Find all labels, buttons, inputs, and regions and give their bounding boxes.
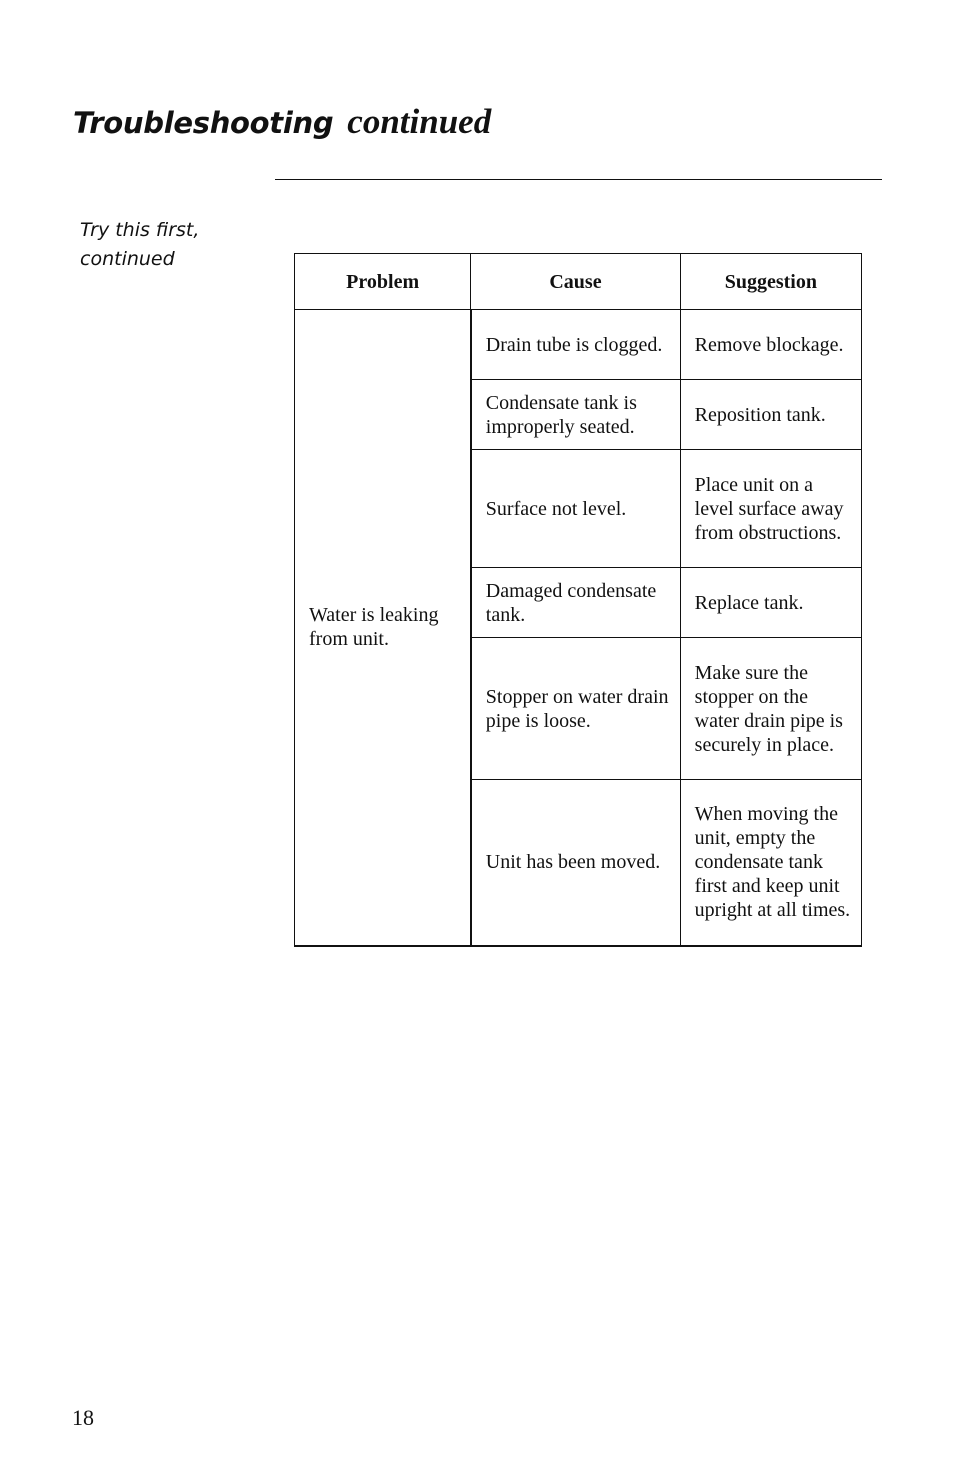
column-header-problem: Problem — [295, 254, 471, 310]
suggestion-cell: When moving the unit, empty the condensate tank first and keep unit upright at all times. — [680, 780, 861, 946]
suggestion-cell: Reposition tank. — [680, 380, 861, 450]
cause-cell: Condensate tank is improperly seated. — [471, 380, 680, 450]
suggestion-cell: Remove blockage. — [680, 310, 861, 380]
column-header-suggestion: Suggestion — [680, 254, 861, 310]
cause-cell: Drain tube is clogged. — [471, 310, 680, 380]
cause-cell: Unit has been moved. — [471, 780, 680, 946]
side-heading: Try this first, continued — [80, 219, 200, 270]
table-header-row — [295, 254, 862, 310]
page-title — [73, 104, 491, 139]
table-row — [295, 310, 862, 380]
cause-cell: Surface not level. — [471, 450, 680, 568]
column-header-cause: Cause — [471, 254, 680, 310]
suggestion-cell: Make sure the stopper on the water drain pipe is securely in place. — [680, 638, 861, 780]
cause-cell: Damaged condensate tank. — [471, 568, 680, 638]
header-divider — [275, 179, 882, 180]
problem-cell: Water is leaking from unit. — [295, 310, 471, 946]
troubleshooting-table — [294, 253, 862, 947]
page-title-suffix: continued — [347, 102, 492, 141]
page-title-main: Troubleshooting — [73, 106, 334, 140]
suggestion-cell: Replace tank. — [680, 568, 861, 638]
suggestion-cell: Place unit on a level surface away from obstructions. — [680, 450, 861, 568]
page-number: 18 — [72, 1405, 94, 1430]
cause-cell: Stopper on water drain pipe is loose. — [471, 638, 680, 780]
